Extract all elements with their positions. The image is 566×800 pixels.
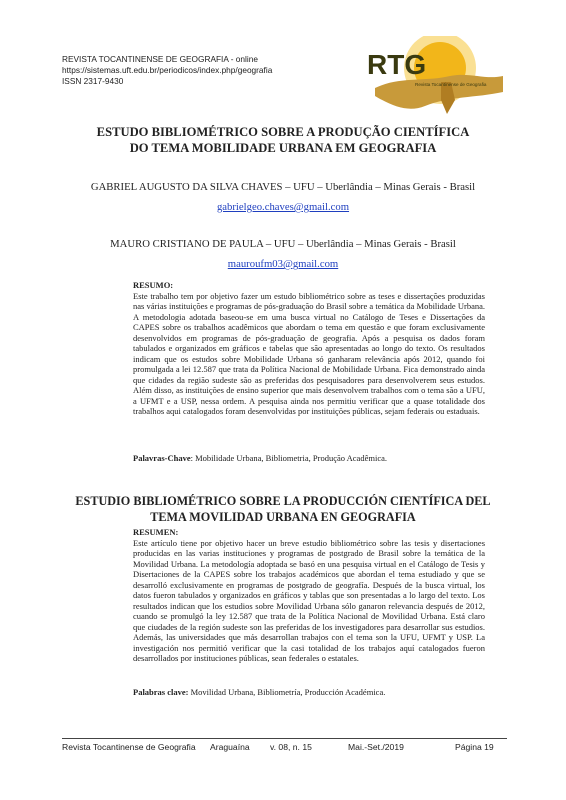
abstract-portuguese <box>133 280 485 417</box>
abstract-pt-label: RESUMO: <box>133 280 174 290</box>
abstract-es-label: RESUMEN: <box>133 527 179 537</box>
abstract-pt-text: Este trabalho tem por objetivo fazer um estudo bibliométrico sobre as teses e dissertações produzidas nas várias instituições e programas de pós-graduação do Brasil sobre a temática da Mobilidade Urbana. A metodologia adotada baseou-se em uma busca virtual no Catálogo de Teses e Dissertações da CAPES sobre os trabalhos acadêmicos que abordam o tema em questão e que foram exclusivamente desenvolvidos em programas de pós-graduação de geografia. Após a pesquisa os dados foram tabulados e organizados em gráficos e tabelas que são apresentadas ao longo do texto. Os resultados indicam que os estudos sobre Mobilidade Urbana só ganharam relevância após 2012, quando foi promulgada a lei 12.587 que trata da Política Nacional de Mobilidade Urbana. Fica demonstrado ainda que cidades da região sudeste são as preferidas dos pesquisadores para desenvolverem seus estudos. Além disso, as instituições de ensino superior que mais desenvolvem trabalhos com o tema são a UFU, a UFMT e a USP, nessa ordem. A pesquisa ainda nos permitiu verificar que a quase totalidade dos trabalhos aqui catalogados foram desenvolvidas por instituições públicas, sejam federais ou estaduais. <box>133 290 485 416</box>
rtg-logo <box>355 36 505 116</box>
footer-journal: Revista Tocantinense de Geografia <box>62 742 196 752</box>
title-pt-line2: DO TEMA MOBILIDADE URBANA EM GEOGRAFIA <box>129 141 437 155</box>
logo-acronym: RTG <box>367 49 427 80</box>
journal-name: REVISTA TOCANTINENSE DE GEOGRAFIA - online <box>62 54 258 64</box>
abstract-spanish <box>133 527 485 664</box>
title-es-line2: TEMA MOVILIDAD URBANA EN GEOGRAFIA <box>150 510 416 524</box>
footer-city: Araguaína <box>210 742 250 752</box>
abstract-es-text: Este artículo tiene por objetivo hacer un breve estudio bibliométrico sobre las tesis y disertaciones producidas en las varias instituciones y programas de postgrado de Brasil sobre la temática de la Movilidad Urbana. La metodología adoptada se basó en una pesquisa virtual en el Catálogo de Tesis y Disertaciones de la CAPES sobre los trabajos académicos que abordan el tema estudiado y que se desarrolló exclusivamente en programas de postgrado de geografía. Después de la busca virtual, los datos fueron tabulados y organizados en gráficos y tablas que son presentadas a lo largo del texto. Los resultados indican que los estudios sobre Movilidad Urbana sólo ganaron relevancia después de 2012, cuando se promulgó la ley 12.587 que trata de la Política Nacional de Movilidad Urbana. Está claro que ciudades de la región sudeste son las preferidas de los investigadores para desarrollar sus estudios. Además, las universidades que más desarrollan trabajos con el tema son la UFU, UFMT y USP. La investigación nos permitió verificar que la casi totalidad de los trabajos aquí catalogados fueron desarrollados por instituciones públicas, sean federales o estatales. <box>133 537 485 663</box>
keywords-es-values: Movilidad Urbana, Bibliometría, Producción Académica. <box>188 687 386 697</box>
keywords-es-label: Palabras clave: <box>133 687 189 697</box>
keywords-pt-label: Palavras-Chave <box>133 453 191 463</box>
author-1-email-row <box>20 200 546 214</box>
journal-header <box>62 54 322 87</box>
keywords-spanish <box>133 687 493 698</box>
title-spanish <box>40 493 526 525</box>
title-es-line1: ESTUDIO BIBLIOMÉTRICO SOBRE LA PRODUCCIÓN CIENTÍFICA DEL <box>75 494 491 508</box>
title-portuguese <box>40 124 526 156</box>
logo-subtitle: Revista Tocantinense de Geografia <box>415 82 487 87</box>
footer-volume: v. 08, n. 15 <box>270 742 312 752</box>
journal-issn: ISSN 2317-9430 <box>62 76 124 86</box>
keywords-pt-values: : Mobilidade Urbana, Bibliometria, Produção Acadêmica. <box>190 453 387 463</box>
journal-url: https://sistemas.uft.edu.br/periodicos/index.php/geografia <box>62 65 273 75</box>
keywords-portuguese <box>133 453 493 464</box>
author-1: GABRIEL AUGUSTO DA SILVA CHAVES – UFU – Uberlândia – Minas Gerais - Brasil <box>90 181 476 193</box>
footer-divider <box>62 738 507 739</box>
footer-period: Mai.-Set./2019 <box>348 742 404 752</box>
footer-page: Página 19 <box>455 742 494 752</box>
author-2: MAURO CRISTIANO DE PAULA – UFU – Uberlândia – Minas Gerais - Brasil <box>110 238 456 250</box>
author-2-email-link[interactable]: mauroufm03@gmail.com <box>227 258 339 270</box>
author-1-email-link[interactable]: gabrielgeo.chaves@gmail.com <box>216 201 350 213</box>
author-2-email-row <box>20 257 546 271</box>
title-pt-line1: ESTUDO BIBLIOMÉTRICO SOBRE A PRODUÇÃO CIENTÍFICA <box>96 125 470 139</box>
